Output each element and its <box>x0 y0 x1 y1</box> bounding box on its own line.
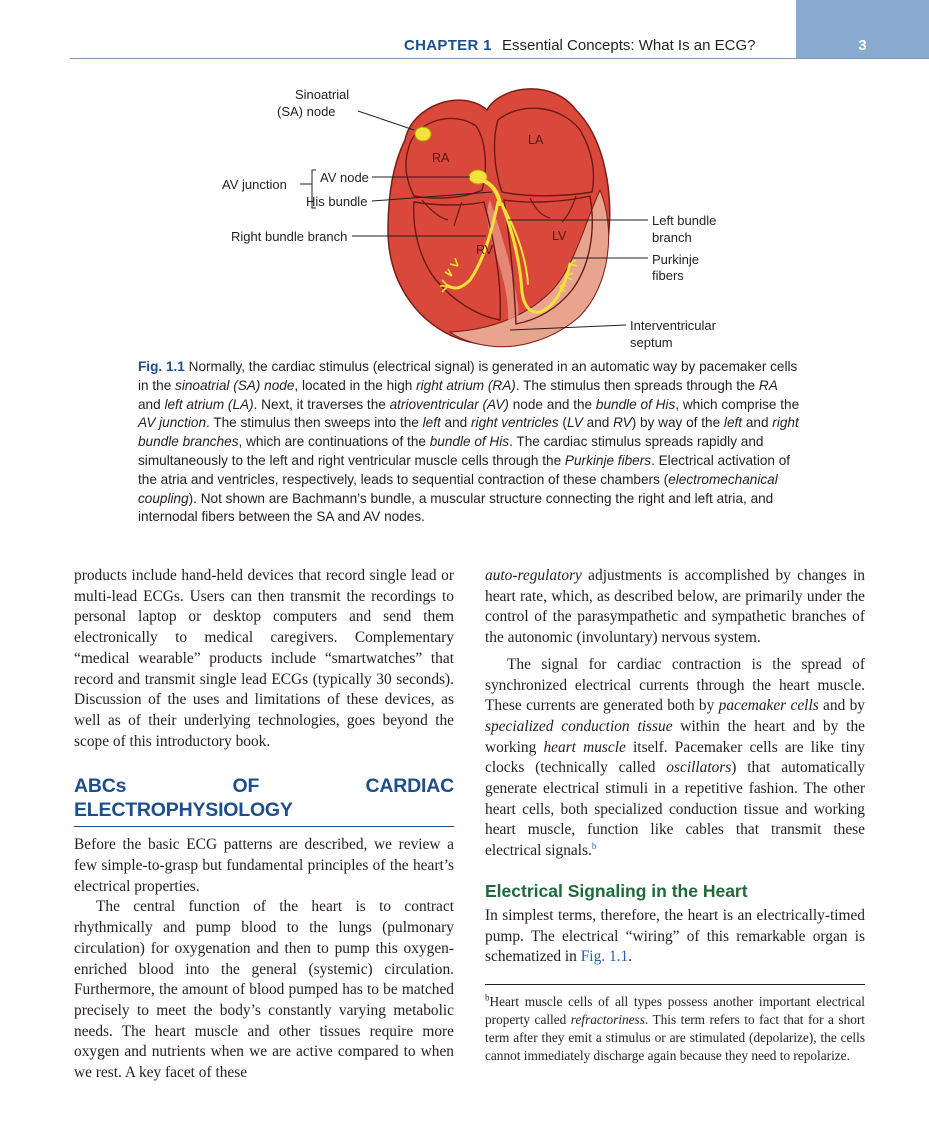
paragraph: products include hand-held devices that record single lead or multi-lead ECGs. Users can then transmit the recordings to personal laptop or desktop computers and send them electronically to medical caregivers. Complementary “medical wearable” products include “smartwatches” that record and transmit single lead ECGs (typically 30 seconds). Discussion of the uses and limitations of these devices, as well as of their underlying technologies, goes beyond the scope of this introductory book. <box>74 567 454 750</box>
figure-link[interactable]: Fig. 1.1 <box>580 948 629 966</box>
label-his-bundle: His bundle <box>306 194 368 209</box>
header-rule <box>70 58 929 59</box>
label-septum-1: Interventricular <box>630 318 716 333</box>
left-column <box>74 566 454 1084</box>
subsection-heading: Electrical Signaling in the Heart <box>485 880 748 901</box>
caption-text: and <box>440 415 472 431</box>
figure-number: Fig. 1.1 <box>138 359 185 374</box>
label-rv: RV <box>476 243 494 257</box>
caption-text: and <box>742 415 773 431</box>
footnote-text: . This term refers to fact that for a short term after they emit a stimulus or are stimulated (depolarize), the cells cannot immediately discharge again because they need to repolarize. <box>485 1011 865 1063</box>
caption-text: ) by way of the <box>631 415 724 431</box>
heart-diagram <box>200 80 760 360</box>
right-column <box>485 566 865 1065</box>
caption-term: right ventricles <box>471 415 559 431</box>
emphasis: auto-regulatory <box>485 567 582 584</box>
caption-term: right bundle branches <box>138 415 799 450</box>
caption-text: , which comprise the <box>675 396 800 412</box>
paragraph-text: adjustments is accomplished by changes in heart rate, which, as described below, are primarily under the control of the parasympathetic and sympathetic branches of the autonomic (involuntary) nervous system. <box>485 567 865 647</box>
label-purkinje-1: Purkinje <box>652 252 699 267</box>
label-la: LA <box>528 133 544 147</box>
paragraph <box>485 906 865 968</box>
chapter-title: Essential Concepts: What Is an ECG? <box>502 37 756 54</box>
label-purkinje-2: fibers <box>652 268 684 283</box>
paragraph: Before the basic ECG patterns are described, we review a few simple-to-grasp but fundamental principles of the heart’s electrical properties. <box>74 836 454 895</box>
paragraph-text: In simplest terms, therefore, the heart is an electrically-timed pump. The electrical “wiring” of this remarkable organ is schematized in <box>485 906 865 966</box>
caption-term: RA <box>758 377 778 393</box>
caption-term: LV <box>566 415 583 431</box>
sa-node <box>415 127 431 141</box>
caption-text: node and the <box>508 396 596 412</box>
footnote-marker[interactable]: b <box>591 841 597 852</box>
paragraph-text: . <box>628 948 633 966</box>
caption-term: Purkinje fibers <box>564 452 652 468</box>
caption-text: ( <box>558 415 567 431</box>
caption-term: left <box>723 415 743 431</box>
footnote-label: b <box>485 992 490 1003</box>
caption-text: Normally, the cardiac stimulus (electrical signal) is generated in an automatic way by pacemaker cells in the <box>138 359 798 393</box>
label-lv: LV <box>552 229 567 243</box>
caption-text: ). Not shown are Bachmann’s bundle, a muscular structure connecting the right and left atria, and internodal fibers between the SA and AV nodes. <box>138 490 774 525</box>
page-number: 3 <box>858 37 867 54</box>
footnote <box>485 984 865 1065</box>
emphasis: oscillators <box>666 759 732 777</box>
caption-term: RV <box>613 415 632 431</box>
chapter-label: CHAPTER 1 <box>404 37 492 54</box>
emphasis: heart muscle <box>543 738 626 756</box>
paragraph-text: within the heart and by the working <box>485 717 865 756</box>
emphasis: refractoriness <box>570 1011 645 1027</box>
caption-term: left atrium (LA) <box>164 396 254 412</box>
label-left-bundle-branch-1: Left bundle <box>652 213 717 228</box>
figure-heart-conduction <box>200 80 760 360</box>
label-right-bundle-branch: Right bundle branch <box>231 229 348 244</box>
paragraph-text: ) that automatically generate electrical stimuli in a repetitive fashion. The other heart cells, both specialized conduction tissue and working heart muscle, function like cables that transmit these electrical signals. <box>485 759 865 860</box>
paragraph <box>485 566 865 649</box>
paragraph-text: The signal for cardiac contraction is the spread of synchronized electrical currents through the heart muscle. These currents are generated both by <box>485 655 865 715</box>
label-av-junction: AV junction <box>222 177 287 192</box>
caption-text: . Next, it traverses the <box>253 396 390 412</box>
caption-text: . The stimulus then spreads through the <box>515 377 759 393</box>
caption-term: sinoatrial (SA) node <box>175 377 295 393</box>
label-sa-node-2: (SA) node <box>277 104 336 119</box>
running-header <box>0 0 929 62</box>
label-av-node: AV node <box>320 170 369 185</box>
caption-term: bundle of His <box>595 396 676 412</box>
paragraph-text: and by <box>818 697 865 715</box>
caption-term: left <box>422 415 441 431</box>
label-sa-node-1: Sinoatrial <box>295 87 350 102</box>
section-heading: ABCs OF CARDIAC ELECTROPHYSIOLOGY <box>74 774 454 827</box>
caption-text: . The stimulus then sweeps into the <box>206 415 423 431</box>
caption-text: and <box>138 396 165 412</box>
label-ra: RA <box>432 151 450 165</box>
caption-term: atrioventricular (AV) <box>389 396 509 412</box>
figure-caption <box>138 358 802 527</box>
page-number-tab <box>796 0 929 58</box>
caption-term: AV junction <box>138 415 207 431</box>
caption-text: , located in the high <box>294 377 417 393</box>
caption-term: right atrium (RA) <box>416 377 516 393</box>
footnote-text: Heart muscle cells of all types possess another important electrical property called <box>485 993 865 1027</box>
paragraph: The central function of the heart is to contract rhythmically and pump blood to the lungs (pulmonary circulation) for oxygenation and then to pump this oxygen-enriched blood into the general (systemic) circulation. Furthermore, the amount of blood pumped has to be matched precisely to meet the body’s constantly varying metabolic needs. The heart muscle and other tissues require more oxygen and nutrients when we are active compared to when we rest. A key facet of these <box>74 898 454 1082</box>
label-septum-2: septum <box>630 335 673 350</box>
caption-term: bundle of His <box>429 434 510 450</box>
paragraph-text: itself. Pacemaker cells are like tiny clocks (technically called <box>485 738 865 777</box>
emphasis: pacemaker cells <box>718 697 819 715</box>
caption-text: . Electrical activation of the atria and ventricles, respectively, leads to sequential contraction of these chambers ( <box>138 452 791 487</box>
label-left-bundle-branch-2: branch <box>652 230 692 245</box>
paragraph <box>485 655 865 862</box>
caption-text: , which are continuations of the <box>238 434 430 450</box>
caption-text: and <box>582 415 614 431</box>
caption-term: electromechanical coupling <box>138 471 778 506</box>
caption-text: . The cardiac stimulus spreads rapidly and simultaneously to the left and right ventricular muscle cells through the <box>138 434 764 468</box>
emphasis: specialized conduction tissue <box>485 717 673 735</box>
